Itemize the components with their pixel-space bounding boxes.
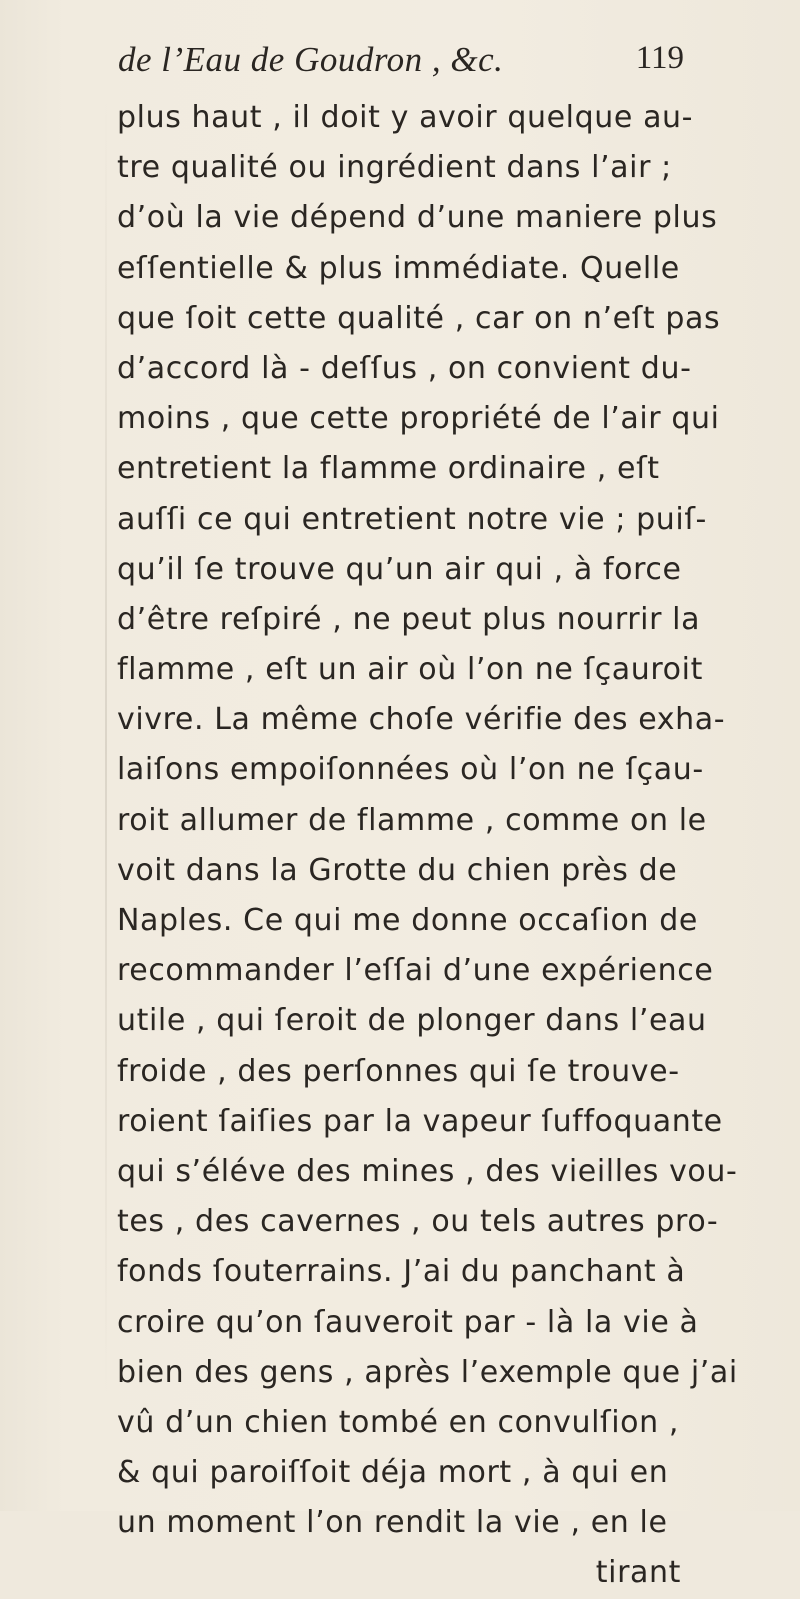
- running-title: de l’Eau de Goudron , &c.: [118, 40, 504, 79]
- text-line: tes , des cavernes , ou tels autres pro-: [117, 1204, 719, 1240]
- text-line: moins , que cette propriété de l’air qui: [117, 401, 720, 437]
- text-line: auſſi ce qui entretient notre vie ; puiſ-: [117, 501, 707, 537]
- text-line: recommander l’eſſai d’une expérience: [117, 953, 714, 989]
- text-line: tre qualité ou ingrédient dans l’air ;: [117, 150, 672, 186]
- text-line: que ſoit cette qualité , car on n’eſt pas: [117, 300, 721, 336]
- text-line: fonds ſouterrains. J’ai du panchant à: [117, 1254, 686, 1290]
- text-line: croire qu’on ſauveroit par - là la vie à: [117, 1304, 699, 1340]
- text-line: voit dans la Grotte du chien près de: [117, 852, 678, 888]
- text-line: eſſentielle & plus immédiate. Quelle: [117, 250, 680, 286]
- text-line: Naples. Ce qui me donne occaſion de: [117, 903, 698, 938]
- text-line: entretient la flamme ordinaire , eſt: [117, 451, 660, 487]
- text-line: roit allumer de flamme , comme on le: [117, 802, 707, 838]
- text-line: qu’il ſe trouve qu’un air qui , à force: [117, 551, 682, 587]
- text-line: bien des gens , après l’exemple que j’ai: [117, 1354, 738, 1390]
- text-line: vû d’un chien tombé en convulſion ,: [117, 1404, 679, 1440]
- text-line: d’où la vie dépend d’une maniere plus: [117, 200, 718, 236]
- text-line: utile , qui ſeroit de plonger dans l’eau: [117, 1003, 707, 1039]
- text-line: qui s’éléve des mines , des vieilles vou-: [117, 1153, 738, 1189]
- text-line: & qui paroiſſoit déja mort , à qui en: [117, 1455, 669, 1491]
- inner-margin-shadow: [105, 95, 107, 1400]
- page-header: [118, 36, 684, 86]
- text-line: roient ſaiſies par la vapeur ſuffoquante: [117, 1103, 723, 1139]
- text-line: froide , des perſonnes qui ſe trouve-: [117, 1053, 680, 1089]
- body-text: [117, 93, 738, 1599]
- text-line: laiſons empoiſonnées où l’on ne ſçau-: [117, 752, 704, 788]
- text-line: d’être reſpiré , ne peut plus nourrir la: [117, 601, 701, 637]
- text-line: flamme , eſt un air où l’on ne ſçauroit: [117, 652, 703, 688]
- text-line: un moment l’on rendit la vie , en le: [117, 1505, 668, 1541]
- text-line: plus haut , il doit y avoir quelque au-: [117, 100, 694, 135]
- catchword: tirant: [595, 1555, 681, 1591]
- page-number: 119: [635, 40, 684, 76]
- text-line: d’accord là - deſſus , on convient du-: [117, 350, 692, 386]
- text-line: vivre. La même choſe vérifie des exha-: [117, 702, 726, 738]
